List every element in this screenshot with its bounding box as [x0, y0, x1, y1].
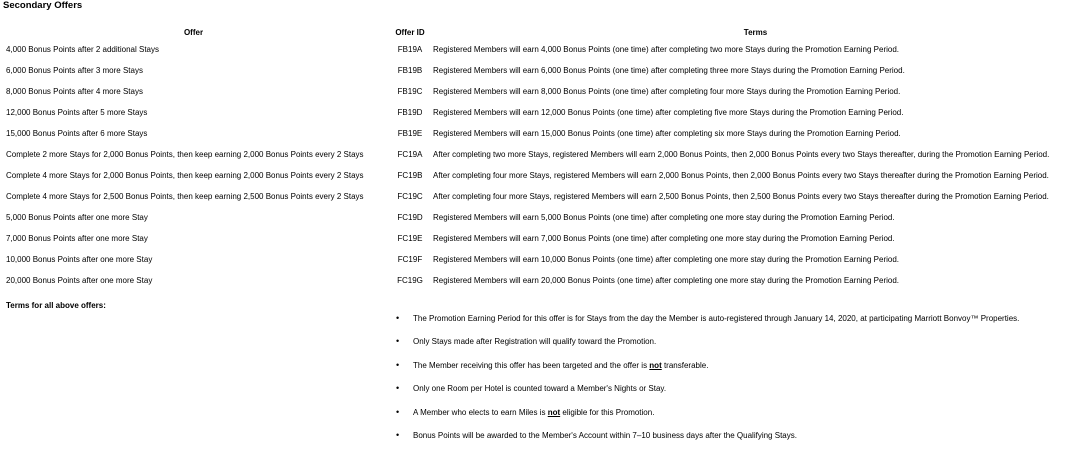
- terms-cell: Registered Members will earn 8,000 Bonus Points (one time) after completing four more Stays during the Promotion Earning Period.: [433, 87, 901, 96]
- bullet-icon: •: [396, 406, 400, 417]
- terms-list: [396, 307, 1019, 447]
- bullet-icon: •: [396, 429, 400, 440]
- terms-cell: Registered Members will earn 6,000 Bonus Points (one time) after completing three more Stays during the Promotion Earning Period.: [433, 66, 905, 75]
- list-item: [396, 377, 1019, 400]
- bullet-icon: •: [396, 359, 400, 370]
- terms-cell: Registered Members will earn 15,000 Bonus Points (one time) after completing six more Stays during the Promotion Earning Period.: [433, 129, 901, 138]
- table-header-row: [0, 25, 1078, 39]
- term-text: [413, 377, 666, 400]
- terms-cell: Registered Members will earn 12,000 Bonus Points (one time) after completing five more Stays during the Promotion Earning Period.: [433, 108, 904, 117]
- offer-id-cell: FC19D: [397, 213, 423, 222]
- terms-cell: Registered Members will earn 5,000 Bonus Points (one time) after completing one more stay during the Promotion Earning Period.: [433, 213, 895, 222]
- table-row: [0, 228, 1078, 249]
- terms-cell: After completing four more Stays, registered Members will earn 2,000 Bonus Points, then 2,000 Bonus Points every two Stays thereafter during the Promotion Earning Period.: [433, 171, 1049, 180]
- table-row: [0, 144, 1078, 165]
- term-text-before: Only Stays made after Registration will qualify toward the Promotion.: [413, 337, 657, 347]
- term-text-before: The Promotion Earning Period for this offer is for Stays from the day the Member is auto-registered through January 14, 2020, at participating Marriott Bonvoy™ Properties.: [413, 314, 1020, 323]
- offer-cell: Complete 4 more Stays for 2,000 Bonus Points, then keep earning 2,000 Bonus Points every 2 Stays: [6, 171, 364, 180]
- term-text: [413, 424, 797, 447]
- offer-cell: 4,000 Bonus Points after 2 additional Stays: [6, 45, 159, 54]
- offer-id-cell: FB19A: [397, 45, 423, 54]
- terms-cell: Registered Members will earn 10,000 Bonus Points (one time) after completing one more stay during the Promotion Earning Period.: [433, 255, 900, 264]
- list-item: [396, 401, 1019, 424]
- list-item: [396, 330, 1019, 353]
- offer-cell: Complete 4 more Stays for 2,500 Bonus Points, then keep earning 2,500 Bonus Points every 2 Stays: [6, 192, 364, 201]
- term-text-before: A Member who elects to earn Miles is: [413, 407, 548, 417]
- offer-id-cell: FB19B: [397, 66, 423, 75]
- offer-cell: 5,000 Bonus Points after one more Stay: [6, 213, 148, 222]
- offer-id-cell: FC19G: [397, 276, 423, 285]
- column-header-offer: Offer: [183, 27, 204, 37]
- term-text-after: transferable.: [661, 360, 709, 370]
- bullet-icon: •: [396, 383, 400, 394]
- term-text-after: eligible for this Promotion.: [560, 407, 655, 417]
- terms-cell: After completing four more Stays, registered Members will earn 2,500 Bonus Points, then 2,500 Bonus Points every two Stays thereafter during the Promotion Earning Period.: [433, 192, 1049, 201]
- table-row: [0, 102, 1078, 123]
- offer-cell: 8,000 Bonus Points after 4 more Stays: [6, 87, 143, 96]
- offer-cell: Complete 2 more Stays for 2,000 Bonus Points, then keep earning 2,000 Bonus Points every 2 Stays: [6, 150, 364, 159]
- table-row: [0, 207, 1078, 228]
- offer-id-cell: FC19F: [397, 255, 423, 264]
- offer-id-cell: FB19E: [397, 129, 423, 138]
- list-item: [396, 307, 1019, 330]
- page-title: Secondary Offers: [3, 0, 83, 11]
- offer-cell: 7,000 Bonus Points after one more Stay: [6, 234, 148, 243]
- offers-table-body: [0, 39, 1078, 291]
- list-item: [396, 424, 1019, 447]
- terms-cell: Registered Members will earn 7,000 Bonus Points (one time) after completing one more stay during the Promotion Earning Period.: [433, 234, 895, 243]
- offer-cell: 10,000 Bonus Points after one more Stay: [6, 255, 153, 264]
- term-text-before: The Member receiving this offer has been targeted and the offer is: [413, 360, 650, 370]
- table-row: [0, 60, 1078, 81]
- term-text-before: Only one Room per Hotel is counted toward a Member's Nights or Stay.: [413, 384, 667, 394]
- term-text: [413, 330, 656, 353]
- term-text: [413, 401, 654, 424]
- terms-cell: Registered Members will earn 4,000 Bonus Points (one time) after completing two more Stays during the Promotion Earning Period.: [433, 45, 900, 54]
- terms-cell: Registered Members will earn 20,000 Bonus Points (one time) after completing one more stay during the Promotion Earning Period.: [433, 276, 900, 285]
- column-header-terms: Terms: [743, 27, 768, 37]
- bullet-icon: •: [396, 313, 400, 323]
- offer-id-cell: FB19C: [397, 87, 423, 96]
- offer-id-cell: FB19D: [397, 108, 423, 117]
- bullet-icon: •: [396, 336, 400, 347]
- offer-cell: 12,000 Bonus Points after 5 more Stays: [6, 108, 148, 117]
- table-row: [0, 186, 1078, 207]
- term-text: [413, 354, 708, 377]
- table-row: [0, 249, 1078, 270]
- table-row: [0, 123, 1078, 144]
- offer-cell: 20,000 Bonus Points after one more Stay: [6, 276, 153, 285]
- term-text-before: Bonus Points will be awarded to the Member's Account within 7–10 business days after the Qualifying Stays.: [413, 430, 797, 440]
- list-item: [396, 354, 1019, 377]
- term-text-emphasis: not: [547, 407, 561, 417]
- offer-id-cell: FC19E: [397, 234, 423, 243]
- offer-cell: 15,000 Bonus Points after 6 more Stays: [6, 129, 148, 138]
- table-row: [0, 165, 1078, 186]
- term-text-emphasis: not: [649, 360, 662, 370]
- term-text: [413, 307, 1019, 330]
- column-header-offer-id: Offer ID: [395, 27, 425, 37]
- offer-id-cell: FC19C: [397, 192, 423, 201]
- terms-heading: Terms for all above offers:: [6, 301, 106, 310]
- offer-id-cell: FC19A: [397, 150, 423, 159]
- offers-table: [0, 25, 1078, 291]
- offer-id-cell: FC19B: [397, 171, 423, 180]
- table-row: [0, 39, 1078, 60]
- offer-cell: 6,000 Bonus Points after 3 more Stays: [6, 66, 143, 75]
- table-row: [0, 81, 1078, 102]
- table-row: [0, 270, 1078, 291]
- terms-cell: After completing two more Stays, registered Members will earn 2,000 Bonus Points, then 2,000 Bonus Points every two Stays thereafter, during the Promotion Earning Period.: [433, 150, 1050, 159]
